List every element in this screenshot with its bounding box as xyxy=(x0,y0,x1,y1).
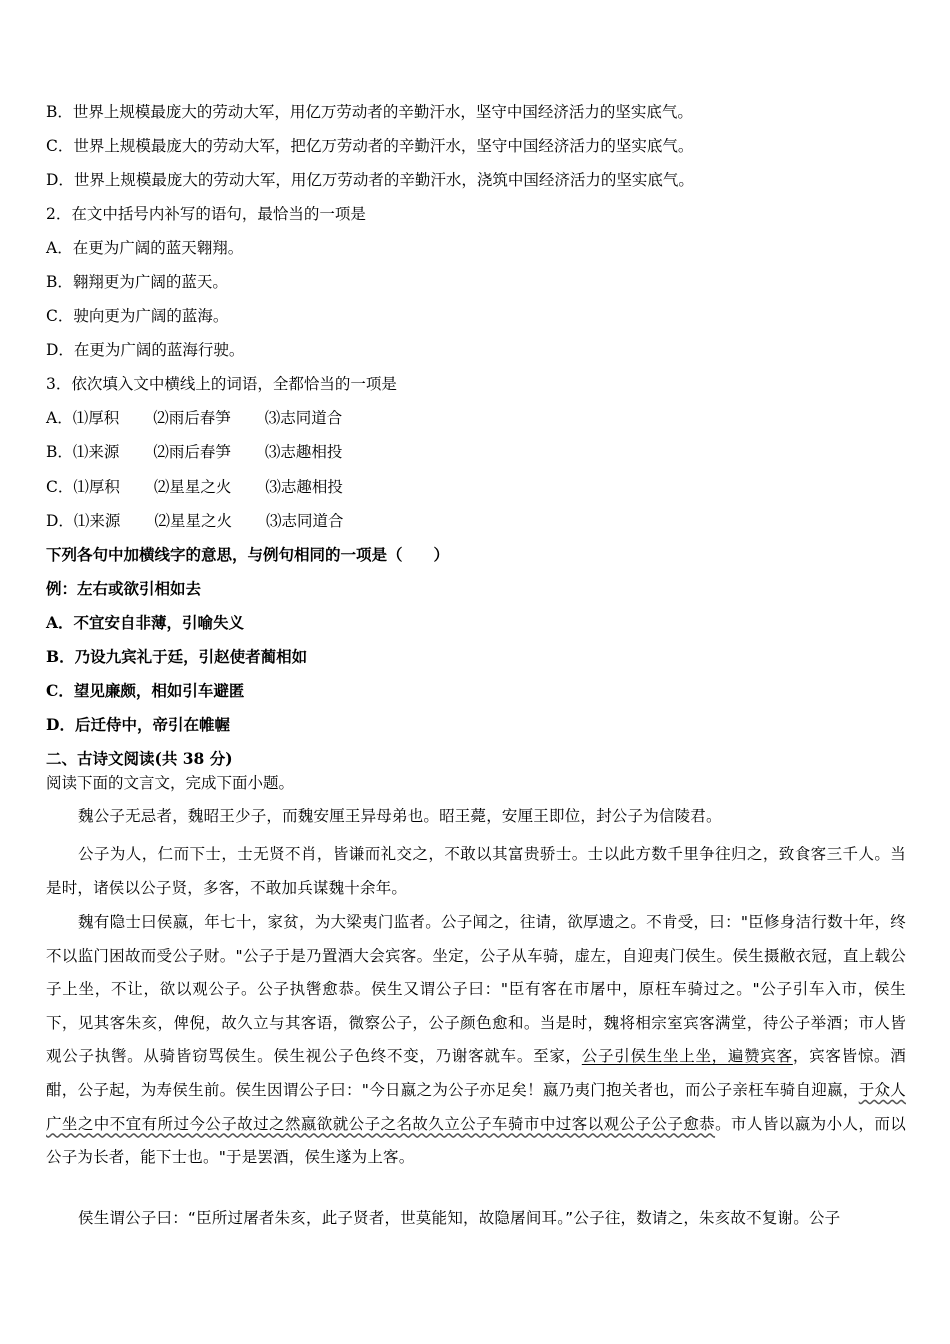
q1-option-c: C．世界上规模最庞大的劳动大军，把亿万劳动者的辛勤汗水，坚守中国经济活力的坚实底气。 xyxy=(46,137,694,155)
passage-paragraph-4: 侯生谓公子曰：“臣所过屠者朱亥，此子贤者，世莫能知，故隐屠间耳。”公子往，数请之，朱亥故不复谢。公子 xyxy=(78,1209,841,1227)
q4-example: 例：左右或欲引相如去 xyxy=(46,579,202,598)
passage-paragraph-1: 魏公子无忌者，魏昭王少子，而魏安厘王异母弟也。昭王薨，安厘王即位，封公子为信陵君。 xyxy=(78,807,722,825)
underlined-sentence: 公子引侯生坐上坐，遍赞宾客 xyxy=(581,1047,793,1066)
q4-option-c: C．望见廉颇，相如引车避匿 xyxy=(46,681,245,700)
q3-option-d: D．⑴来源 ⑵星星之火 ⑶志同道合 xyxy=(46,512,344,530)
q2-option-a: A．在更为广阔的蓝天翱翔。 xyxy=(46,239,244,257)
q1-option-d: D．世界上规模最庞大的劳动大军，用亿万劳动者的辛勤汗水，浇筑中国经济活力的坚实底气。 xyxy=(46,171,694,189)
passage-paragraph-2: 公子为人，仁而下士，士无贤不肖，皆谦而礼交之，不敢以其富贵骄士。士以此方数千里争往归之，致食客三千人。当是时，诸侯以公子贤，多客，不敢加兵谋魏十余年。 xyxy=(46,845,906,897)
q4-option-b: B．乃设九宾礼于廷，引赵使者蔺相如 xyxy=(46,647,308,666)
q4-option-d: D．后迁侍中，帝引在帷幄 xyxy=(46,715,230,734)
q2-stem: 2．在文中括号内补写的语句，最恰当的一项是 xyxy=(46,205,366,223)
q3-option-a: A．⑴厚积 ⑵雨后春笋 ⑶志同道合 xyxy=(46,409,343,427)
q1-option-b: B．世界上规模最庞大的劳动大军，用亿万劳动者的辛勤汗水，坚守中国经济活力的坚实底气。 xyxy=(46,103,693,121)
section-heading: 二、古诗文阅读(共 38 分) xyxy=(46,749,233,768)
section-intro: 阅读下面的文言文，完成下面小题。 xyxy=(46,774,295,792)
q3-stem: 3．依次填入文中横线上的词语，全都恰当的一项是 xyxy=(46,375,397,393)
q3-option-c: C．⑴厚积 ⑵星星之火 ⑶志趣相投 xyxy=(46,478,343,496)
q2-option-d: D．在更为广阔的蓝海行驶。 xyxy=(46,341,245,359)
q4-stem: 下列各句中加横线字的意思，与例句相同的一项是（ ） xyxy=(46,545,450,564)
q2-option-c: C．驶向更为广阔的蓝海。 xyxy=(46,307,229,325)
passage-paragraph-3: 魏有隐士曰侯嬴，年七十，家贫，为大梁夷门监者。公子闻之，往请，欲厚遗之。不肯受，曰："臣修身洁行数十年，终不以监门困故而受公子财。"公子于是乃置酒大会宾客。坐定，公子从车骑，虚左，自迎夷门侯生。侯生摄敝衣冠，直上载公子上坐，不让，欲以观公子。公子执辔愈恭。侯生又谓公子曰："臣有客在市屠中，原枉车骑过之。"公子引车入市，侯生下，见其客朱亥，俾倪，故久立与其客语，微察公子，公子颜色愈和。当是时，魏将相宗室宾客满堂，待公子举酒；市人皆观公子执辔。从骑皆窃骂侯生。侯生视公子色终不变，乃谢客就车。至家，公子引侯生坐上坐，遍赞宾客，宾客皆惊。酒酣，公子起，为寿侯生前。侯生因谓公子曰："今日嬴之为公子亦足矣！嬴乃夷门抱关者也，而公子亲枉车骑自迎嬴，于众人广坐之中不宜有所过今公子故过之然嬴欲就公子之名故久立公子车骑市中过客以观公子公子愈恭。市人皆以嬴为小人，而以公子为长者，能下士也。"于是罢酒，侯生遂为上客。 xyxy=(46,913,906,1167)
wavy-underlined-sentence: 于众人广坐之中不宜有所过今公子故过之然嬴欲就公子之名故久立公子车骑市中过客以观公子公子愈恭 xyxy=(46,1080,906,1133)
q3-option-b: B．⑴来源 ⑵雨后春笋 ⑶志趣相投 xyxy=(46,443,343,461)
q4-option-a: A．不宜安自非薄，引喻失义 xyxy=(46,613,245,632)
q2-option-b: B．翱翔更为广阔的蓝天。 xyxy=(46,273,228,291)
